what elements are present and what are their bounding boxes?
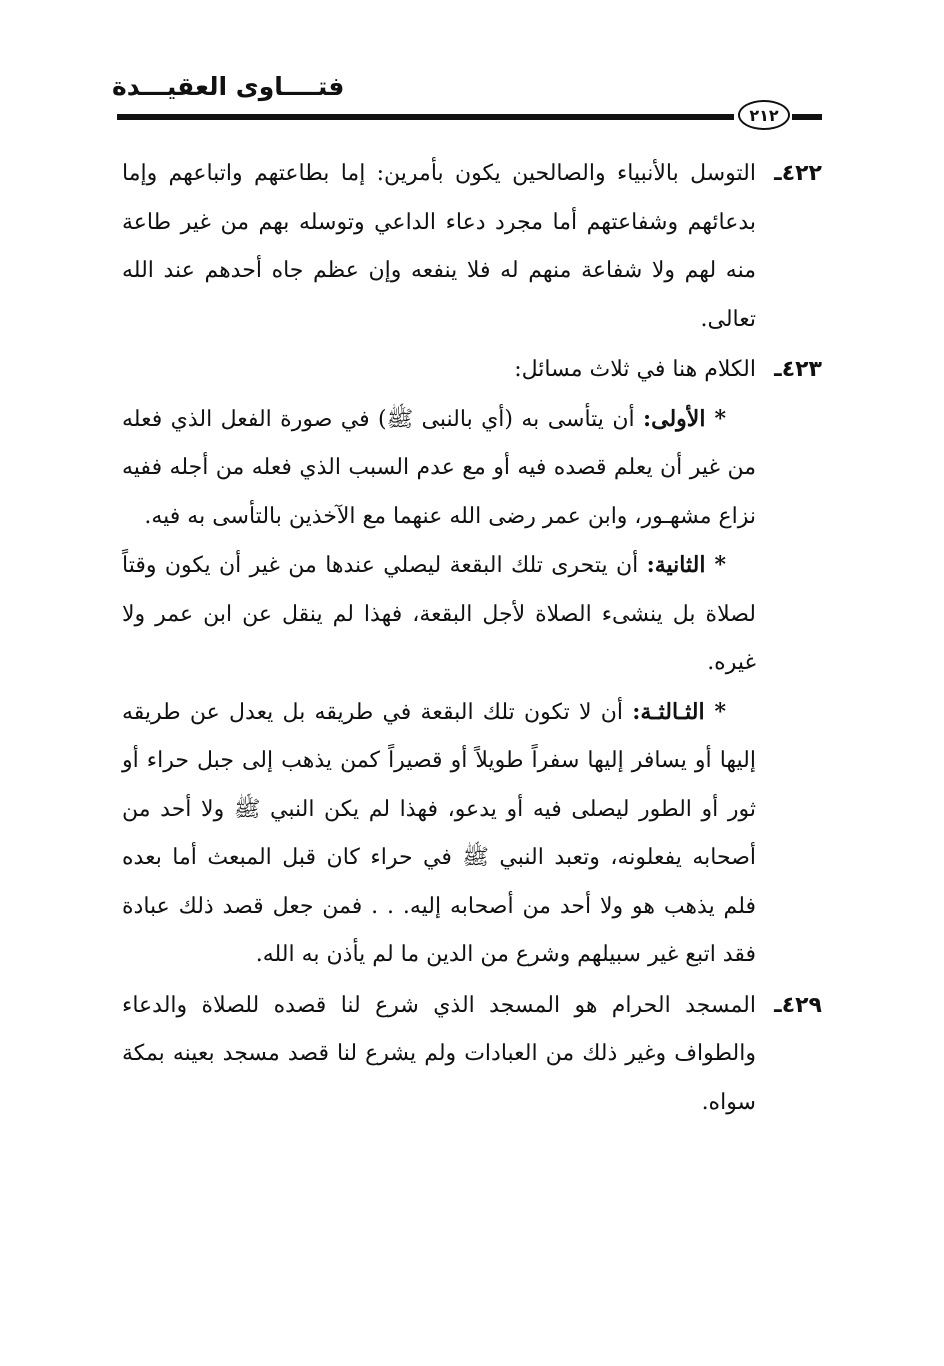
fatwa-429	[122, 982, 822, 1128]
fatwa-body	[122, 982, 756, 1128]
header-rule	[117, 114, 734, 120]
running-title: فتــــاوى العقيـــدة	[112, 72, 345, 101]
fatwa-number: ٤٢٩ـ	[774, 992, 822, 1018]
fatwa-body	[122, 346, 756, 980]
issue-label: * الثانية:	[646, 552, 727, 578]
fatwa-text: التوسل بالأنبياء والصالحين يكون بأمرين: إما بطاعتهم واتباعهم وإما بدعائهم وشفاعتهم أما مجرد دعاء الداعي وتوسله بهم من غير طاعة منه لهم ولا شفاعة منهم له فلا ينفعه وإن عظم جاه أحدهم عند الله تعالى.	[122, 161, 756, 332]
issue-text: أن لا تكون تلك البقعة في طريقه بل يعدل عن طريقه إليها أو يسافر إليها سفراً طويلاً أو قصيراً كمن يذهب إلى جبل حراء أو ثور أو الطور ليصلى فيه أو يدعو، فهذا لم يكن النبي ﷺ ولا أحد من أصحابه يفعلونه، وتعبد النبي ﷺ في حراء كان قبل المبعث أما بعده فلم يذهب هو ولا أحد من أصحابه إليه. . . فمن جعل قصد ذلك عبادة فقد اتبع غير سبيلهم وشرع من الدين ما لم يأذن به الله.	[122, 699, 756, 967]
fatwa-number: ٤٢٣ـ	[774, 357, 822, 382]
fatwa-intro: الكلام هنا في ثلاث مسائل:	[514, 357, 756, 382]
issue-label: * الأولى:	[642, 405, 726, 432]
fatwa-text: المسجد الحرام هو المسجد الذي شرع لنا قصده للصلاة والدعاء والطواف وغير ذلك من العبادات ولم يشرع لنا قصد مسجد بعينه بمكة سواه.	[122, 992, 756, 1115]
page-content	[122, 150, 822, 1127]
fatwa-number: ٤٢٢ـ	[774, 161, 822, 186]
header-rule-end	[792, 114, 822, 120]
page-number: ٢١٢	[738, 100, 790, 130]
issue-text: أن يتحرى تلك البقعة ليصلي عندها من غير أن يكون وقتاً لصلاة بل ينشىء الصلاة لأجل البقعة، فهذا لم ينقل عن ابن عمر ولا غيره.	[122, 553, 756, 675]
issue-label: * الثـالثـة:	[632, 698, 726, 725]
fatwa-422	[122, 150, 822, 344]
issue-first	[122, 395, 756, 542]
issue-text: أن يتأسى به (أي بالنبى ﷺ) في صورة الفعل الذي فعله من غير أن يعلم قصده فيه أو مع عدم السبب الذي فعله من أجله ففيه نزاع مشهـور، وابن عمر رضى الله عنهما مع الآخذين بالتأسى به فيه.	[122, 406, 756, 529]
fatwa-body	[122, 150, 756, 344]
issue-third	[122, 688, 756, 980]
fatwa-423	[122, 346, 822, 980]
issue-second	[122, 541, 756, 688]
